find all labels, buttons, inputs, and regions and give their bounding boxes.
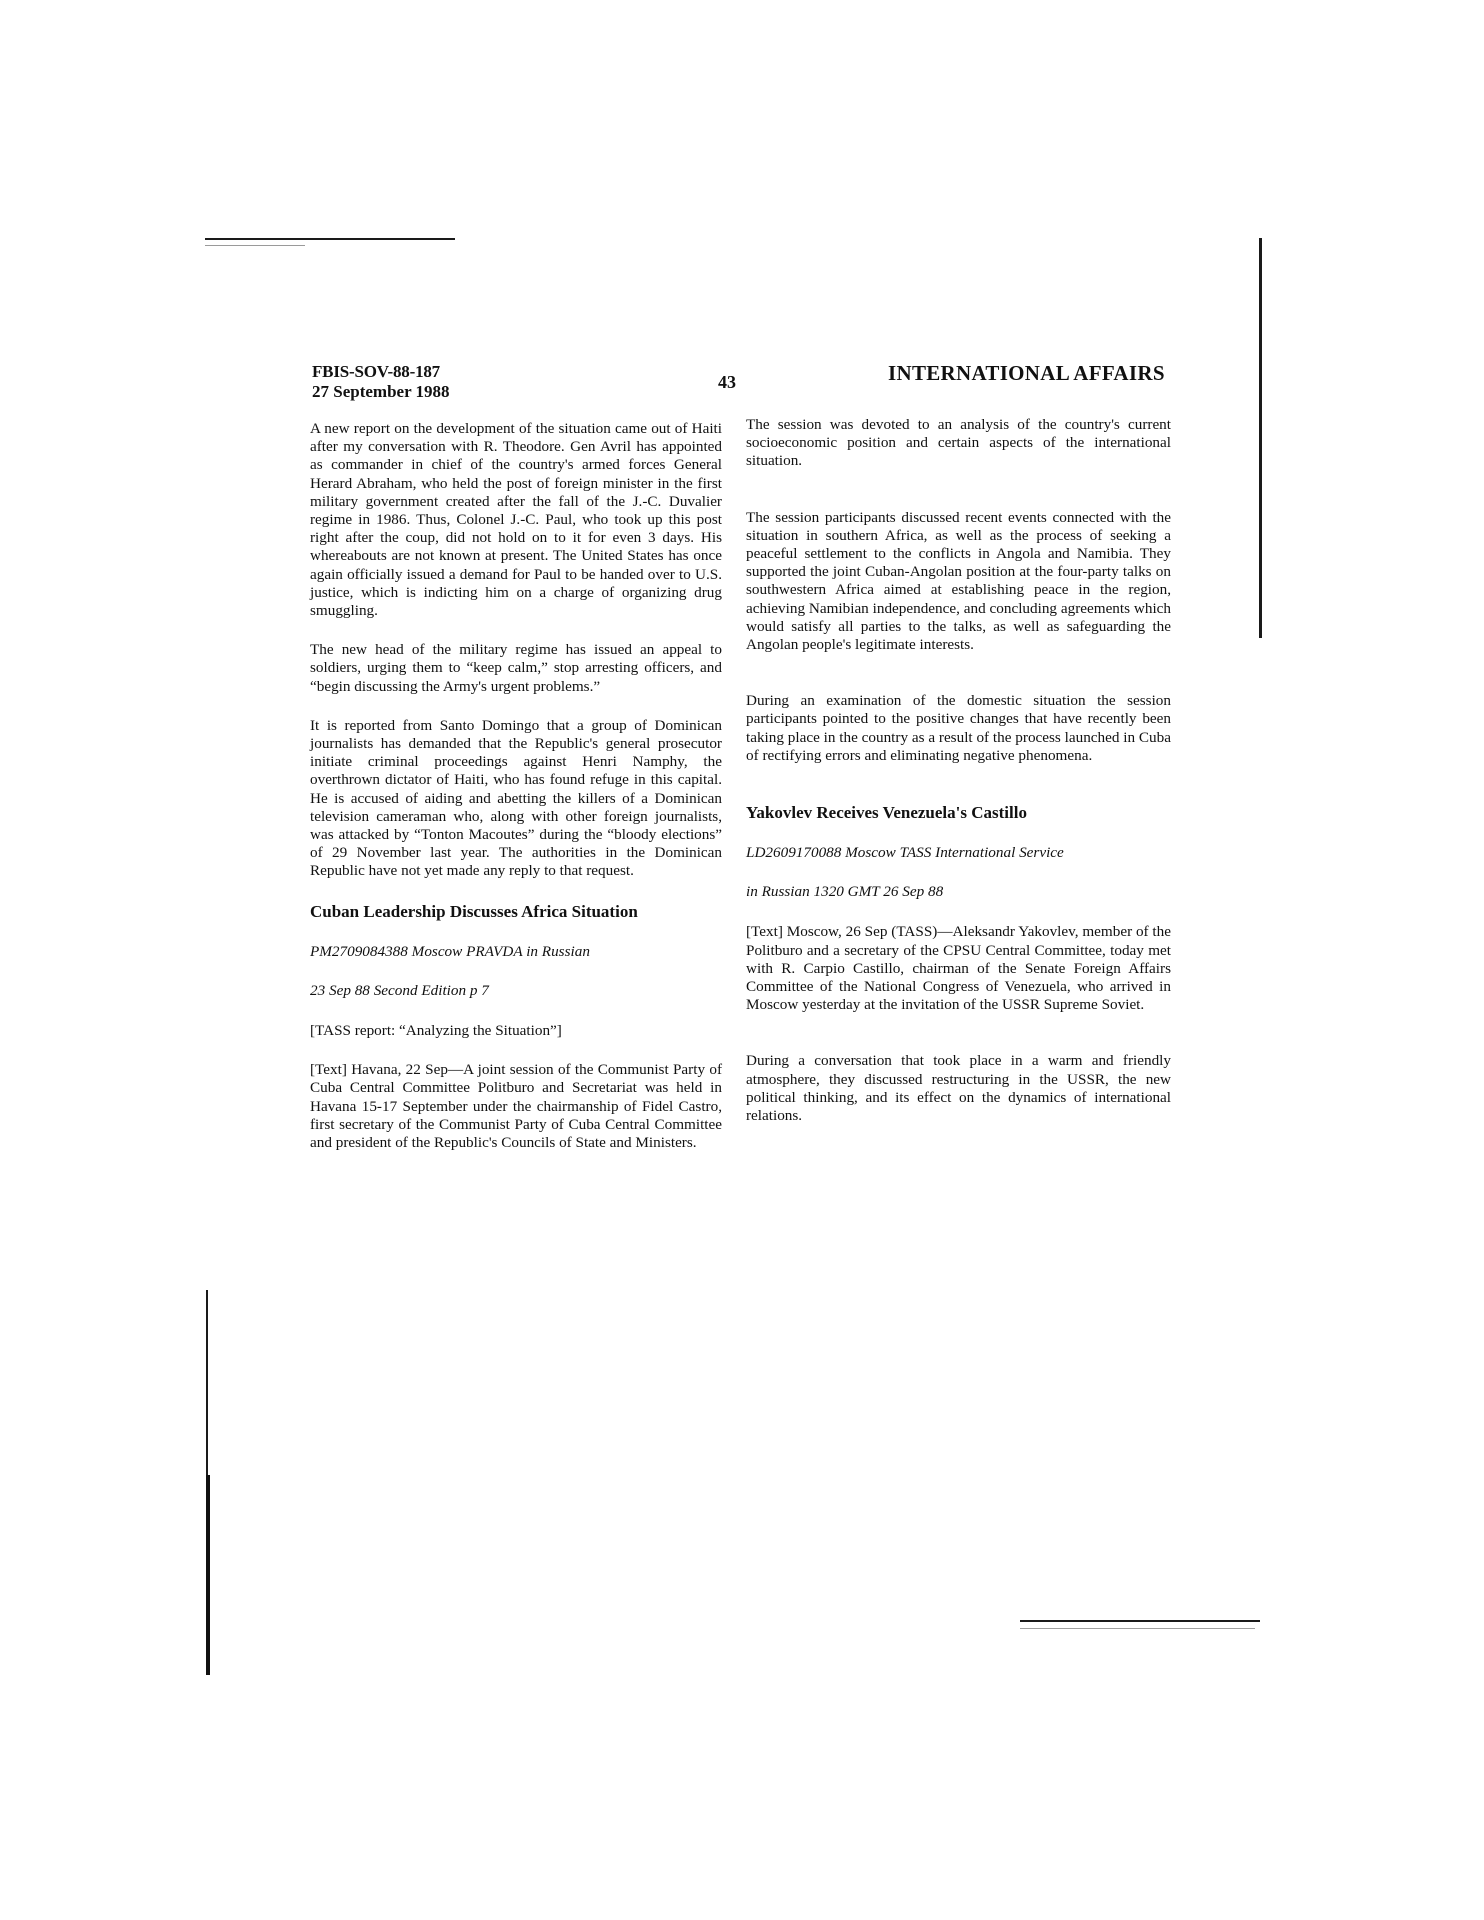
- dateline-line: 23 Sep 88 Second Edition p 7: [310, 981, 489, 999]
- paragraph: The session was devoted to an analysis of the country's current socioeconomic position and certain aspects of the international situation.: [746, 416, 1171, 470]
- right-column: [746, 416, 1171, 1146]
- dateline-line: in Russian 1320 GMT 26 Sep 88: [746, 883, 944, 901]
- paragraph: [Text] Havana, 22 Sep—A joint session of the Communist Party of Cuba Central Committee Politburo and Secretariat was held in Havana 15-17 September under the chairmanship of Fidel Castro, first secretary of the Communist Party of Cuba Central Committee and president of the Republic's Councils of State and Ministers.: [310, 1061, 722, 1152]
- paragraph: The session participants discussed recent events connected with the situation in southern Africa, as well as the process of seeking a peaceful settlement to the conflicts in Angola and Namibia. They supported the joint Cuban-Angolan position at the four-party talks on southwestern Africa aimed at establishing peace in the region, achieving Namibian independence, and concluding agreements which would satisfy all parties to the talks, as well as safeguarding the Angolan people's legitimate interests.: [746, 508, 1171, 654]
- scan-edge-line: [1259, 238, 1262, 638]
- scan-edge-line: [205, 238, 455, 240]
- page-number: 43: [718, 372, 736, 392]
- article-headline: Yakovlev Receives Venezuela's Castillo: [746, 803, 1027, 823]
- document-id: FBIS-SOV-88-187: [312, 362, 440, 381]
- paragraph: The new head of the military regime has issued an appeal to soldiers, urging them to “keep calm,” stop arresting officers, and “begin discussing the Army's urgent problems.”: [310, 641, 722, 695]
- scan-edge-line: [205, 245, 305, 246]
- document-date: 27 September 1988: [312, 382, 450, 401]
- paragraph: It is reported from Santo Domingo that a group of Dominican journalists has demanded that the Republic's general prosecutor initiate criminal proceedings against Henri Namphy, the overthrown dictator of Haiti, who has found refuge in this capital. He is accused of aiding and abetting the killers of a Dominican television cameraman who, along with other foreign journalists, was attacked by “Tonton Macoutes” during the “bloody elections” of 29 November last year. The authorities in the Dominican Republic have not yet made any reply to that request.: [310, 716, 722, 880]
- dateline-line: LD2609170088 Moscow TASS International Service: [746, 844, 1064, 862]
- paragraph: During a conversation that took place in a warm and friendly atmosphere, they discussed restructuring in the USSR, the new political thinking, and its effect on the dynamics of international relations.: [746, 1052, 1171, 1125]
- article-dateline: [746, 844, 1171, 901]
- left-column: [310, 420, 722, 1173]
- paragraph: During an examination of the domestic situation the session participants pointed to the positive changes that have recently been taking place in the country as a result of the process launched in Cuba of rectifying errors and eliminating negative phenomena.: [746, 692, 1171, 764]
- section-title: INTERNATIONAL AFFAIRS: [888, 361, 1165, 385]
- dateline-line: PM2709084388 Moscow PRAVDA in Russian: [310, 942, 590, 960]
- paragraph: [Text] Moscow, 26 Sep (TASS)—Aleksandr Yakovlev, member of the Politburo and a secretary of the CPSU Central Committee, today met with R. Carpio Castillo, chairman of the Senate Foreign Affairs Committee of the National Congress of Venezuela, who arrived in Moscow yesterday at the invitation of the USSR Supreme Soviet.: [746, 923, 1171, 1014]
- scan-edge-line: [206, 1475, 210, 1675]
- article-dateline: [310, 943, 722, 1000]
- report-note: [TASS report: “Analyzing the Situation”]: [310, 1022, 562, 1040]
- scan-edge-line: [1020, 1620, 1260, 1622]
- article-header: [746, 803, 1171, 901]
- paragraph: A new report on the development of the situation came out of Haiti after my conversation with R. Theodore. Gen Avril has appointed as commander in chief of the country's armed forces General Herard Abraham, who held the post of foreign minister in the first military government created after the fall of the J.-C. Duvalier regime in 1986. Thus, Colonel J.-C. Paul, who took up this post right after the coup, did not hold on to it for even 3 days. His whereabouts are not known at present. The United States has once again officially issued a demand for Paul to be handed over to U.S. justice, which is indicting him on a charge of organizing drug smuggling.: [310, 420, 722, 620]
- scan-edge-line: [1020, 1628, 1255, 1629]
- article-header: [310, 902, 722, 1000]
- article-headline: Cuban Leadership Discusses Africa Situation: [310, 901, 638, 921]
